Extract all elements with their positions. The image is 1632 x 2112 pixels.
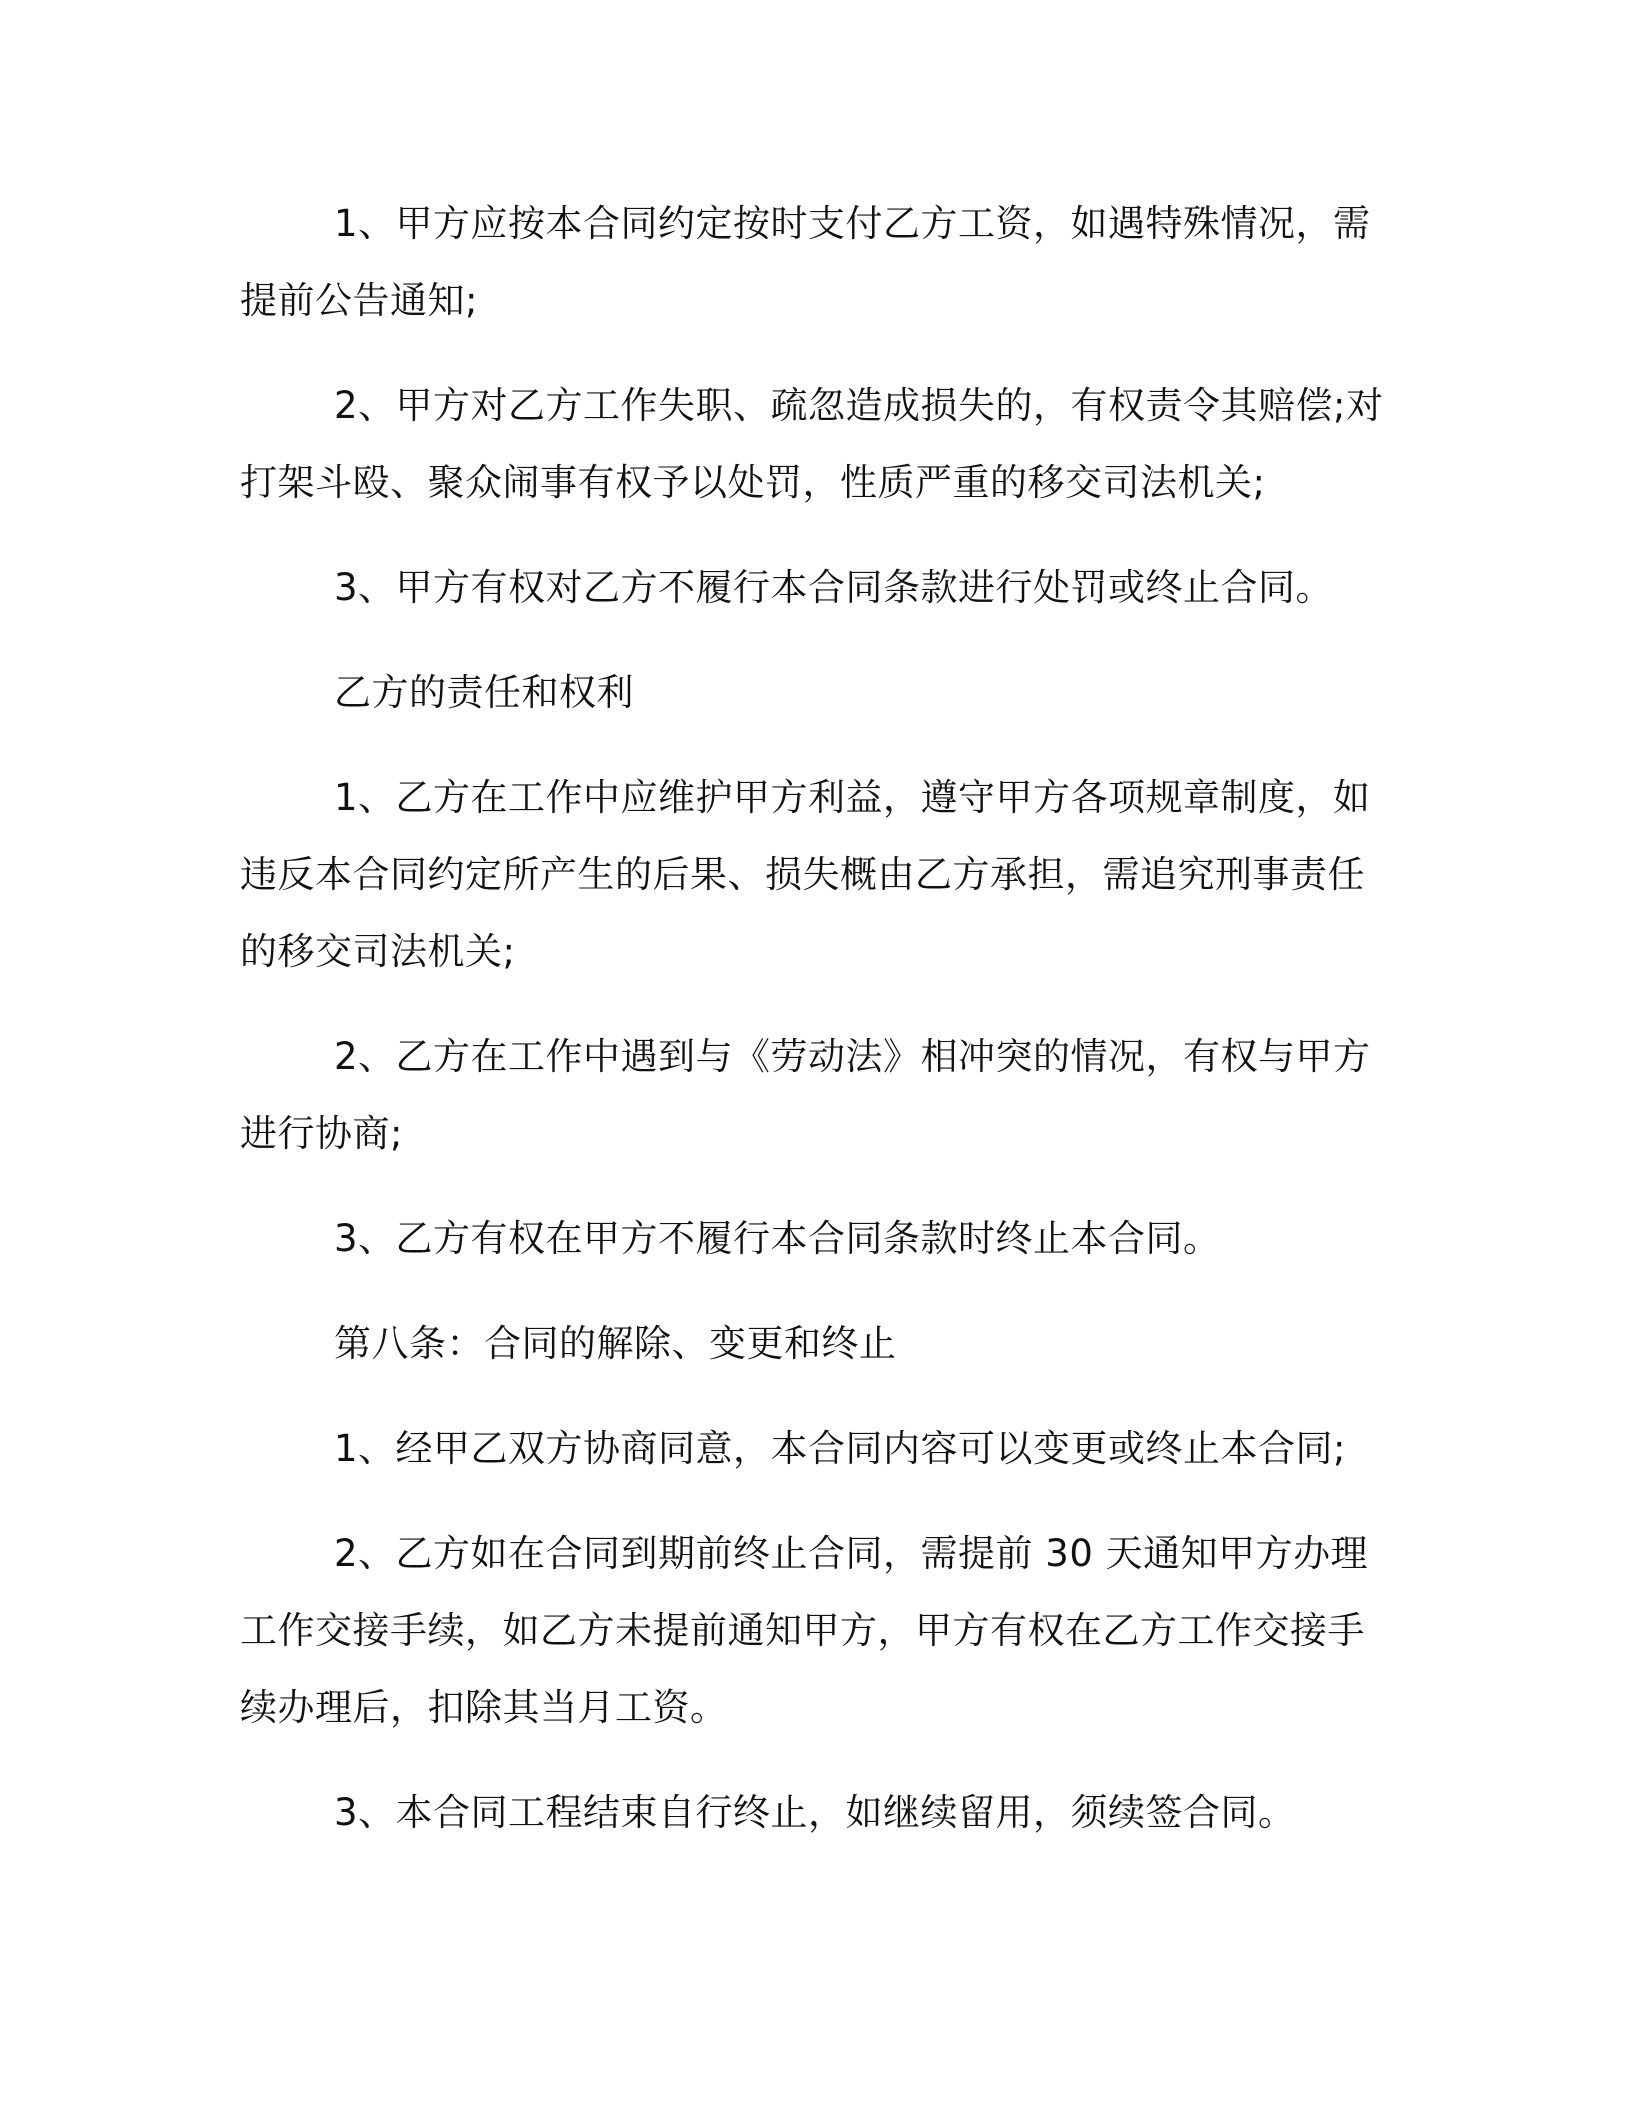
party-a-clause-1: 1、甲方应按本合同约定按时支付乙方工资，如遇特殊情况，需提前公告通知; [240, 202, 1371, 322]
article-8-heading: 第八条：合同的解除、变更和终止 [334, 1322, 897, 1365]
party-a-clause-2: 2、甲方对乙方工作失职、疏忽造成损失的，有权责令其赔偿;对打架斗殴、聚众闹事有权予以处罚，性质严重的移交司法机关; [240, 384, 1384, 504]
article-8-clause-1: 1、经甲乙双方协商同意，本合同内容可以变更或终止本合同; [334, 1427, 1347, 1470]
article-8-clause-3: 3、本合同工程结束自行终止，如继续留用，须续签合同。 [334, 1791, 1296, 1834]
party-a-clause-3: 3、甲方有权对乙方不履行本合同条款进行处罚或终止合同。 [334, 566, 1334, 609]
document-page [240, 185, 1395, 2035]
party-b-clause-3: 3、乙方有权在甲方不履行本合同条款时终止本合同。 [334, 1217, 1221, 1260]
party-b-clause-1: 1、乙方在工作中应维护甲方利益，遵守甲方各项规章制度，如违反本合同约定所产生的后果、损失概由乙方承担，需追究刑事责任的移交司法机关; [240, 776, 1371, 973]
party-b-clause-2: 2、乙方在工作中遇到与《劳动法》相冲突的情况，有权与甲方进行协商; [240, 1035, 1371, 1155]
article-8-clause-2: 2、乙方如在合同到期前终止合同，需提前 30 天通知甲方办理工作交接手续，如乙方未提前通知甲方，甲方有权在乙方工作交接手续办理后，扣除其当月工资。 [240, 1532, 1369, 1729]
party-b-section-heading: 乙方的责任和权利 [334, 671, 634, 714]
